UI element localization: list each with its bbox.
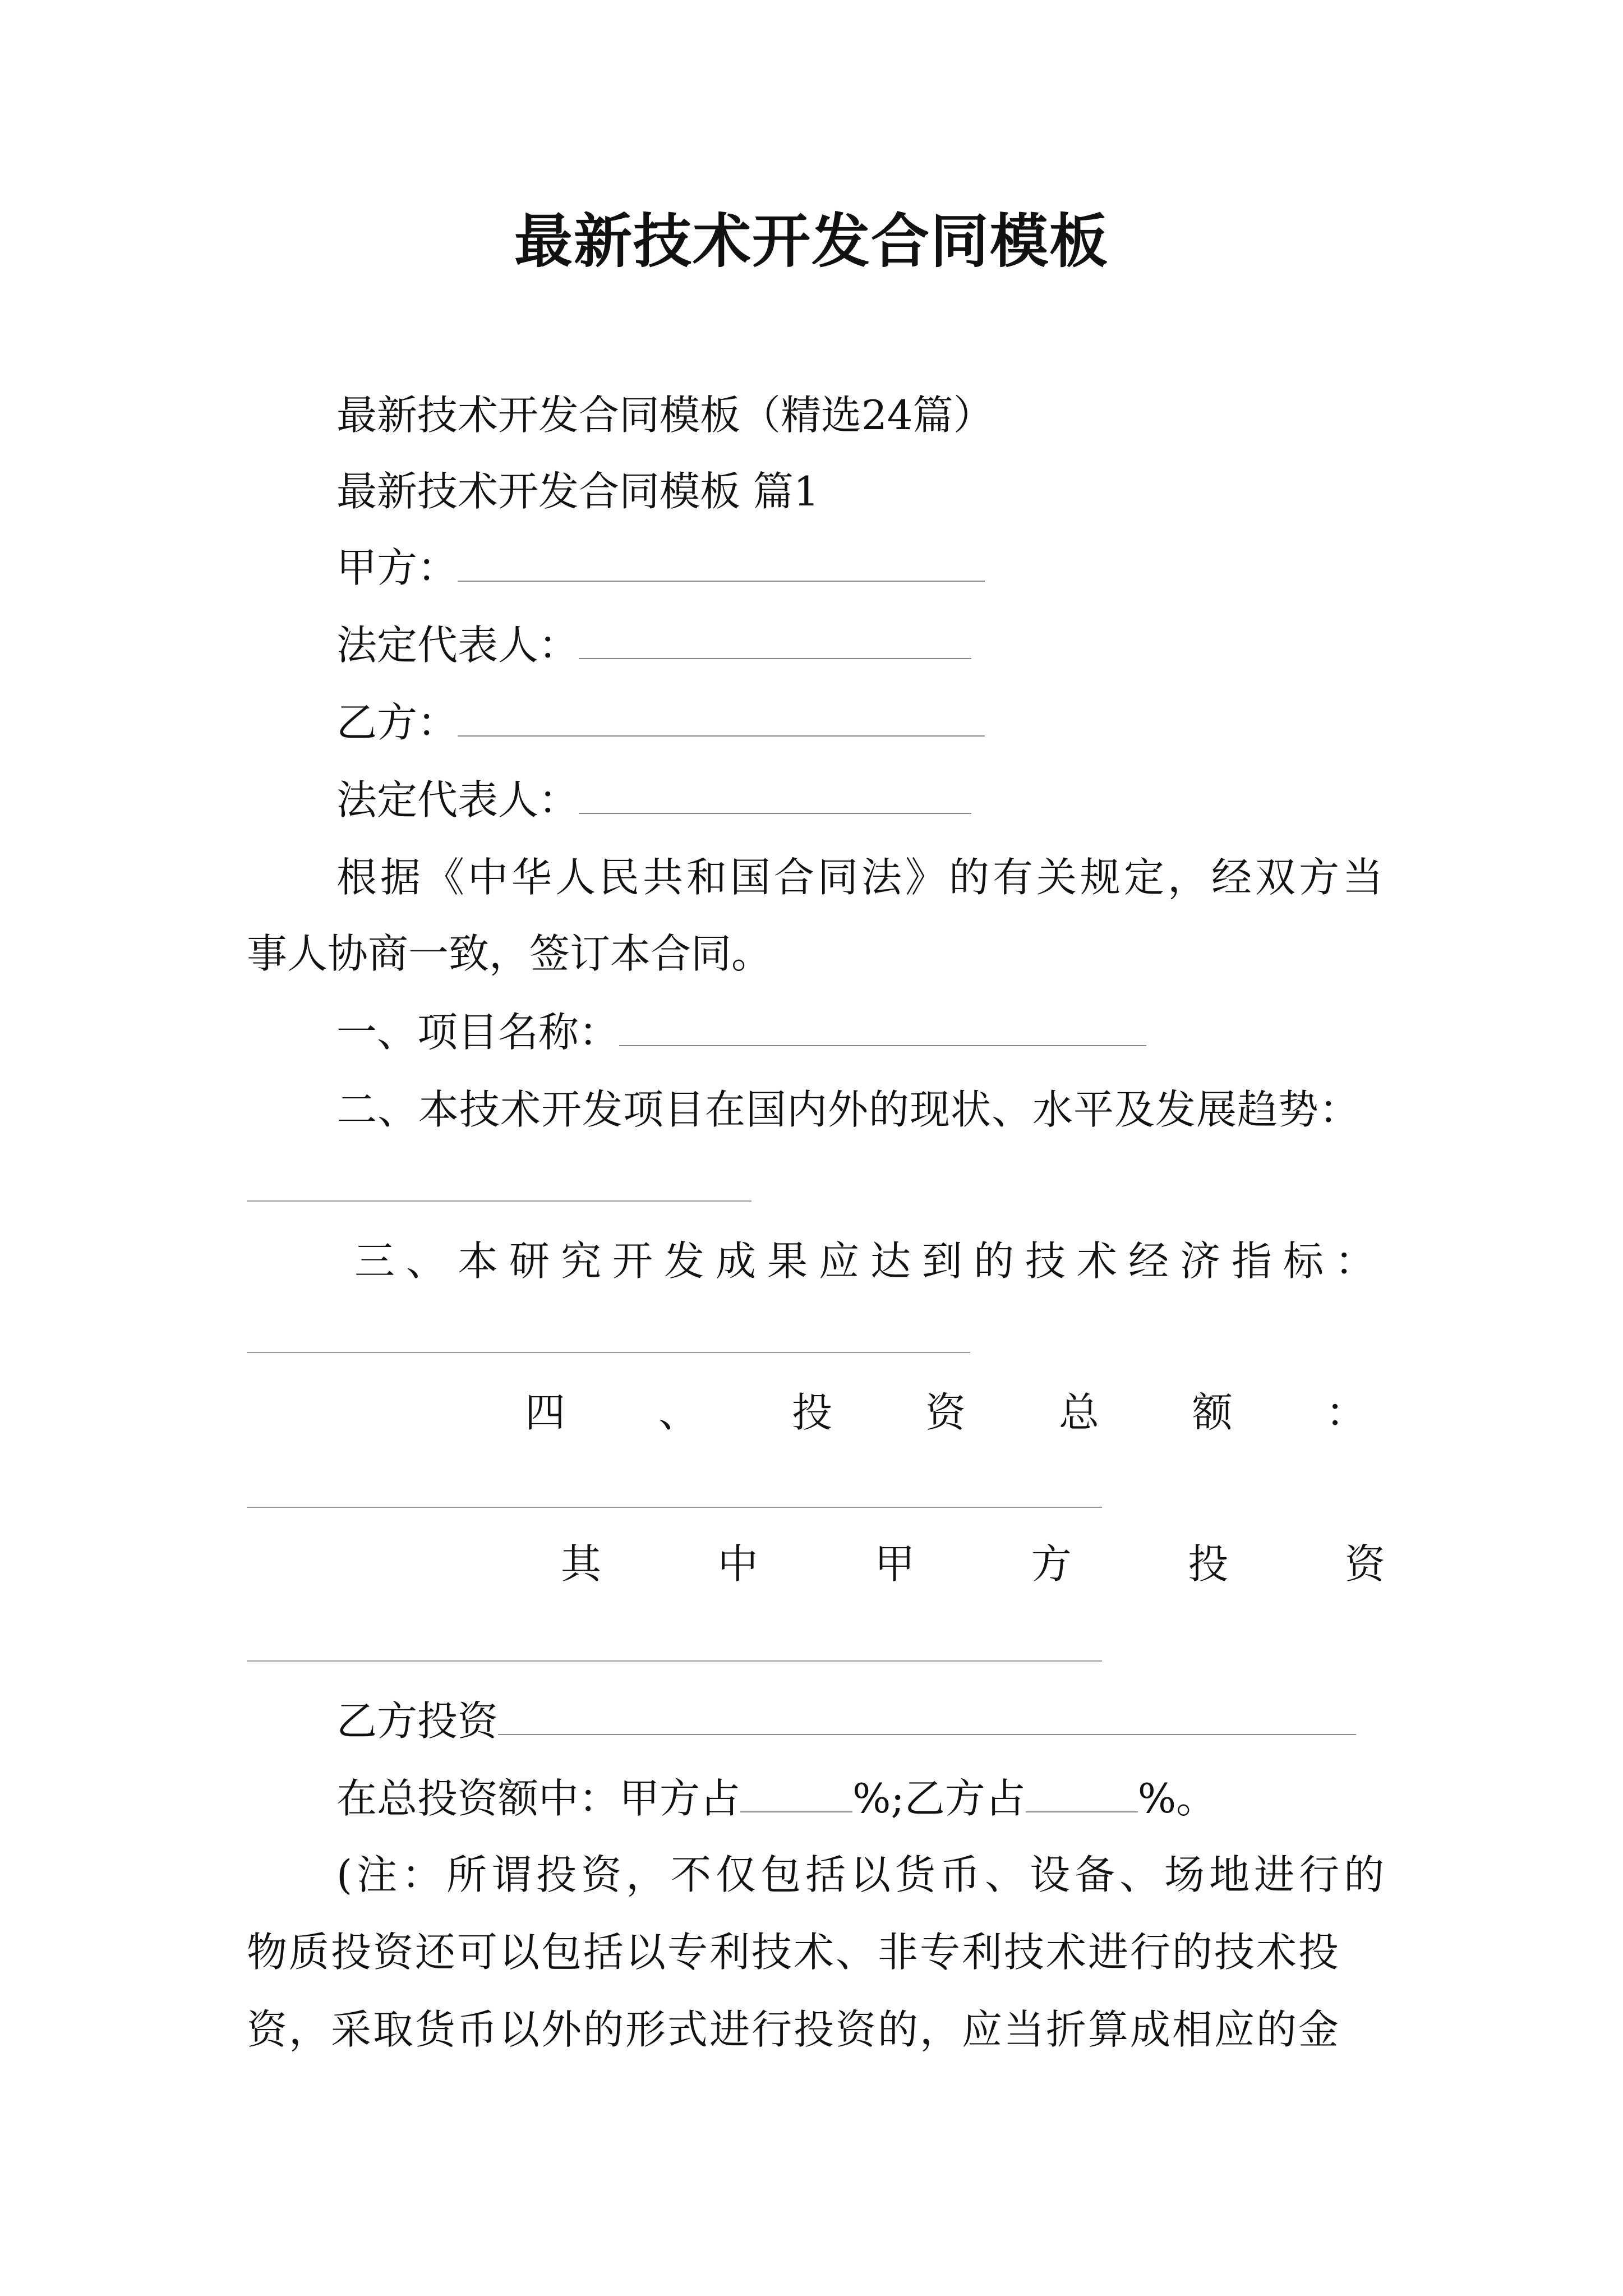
note-line-1: (注：所谓投资，不仅包括以货币、设备、场地进行的: [336, 1851, 1389, 1898]
item4-label: 四 、 投 资 总 额 ：: [525, 1389, 1366, 1436]
party-b-rep-blank[interactable]: [579, 774, 971, 814]
item5-blank[interactable]: [247, 1660, 1102, 1662]
party-a-rep-label: 法定代表人：: [336, 622, 579, 669]
subtitle: 最新技术开发合同模板（精选24篇）: [336, 392, 994, 439]
item3-blank[interactable]: [247, 1352, 970, 1353]
party-b-blank[interactable]: [458, 696, 985, 737]
party-a-ratio-blank[interactable]: [740, 1772, 852, 1812]
party-b-row: [336, 694, 985, 751]
ratio-prefix: 在总投资额中：甲方占: [336, 1775, 741, 1822]
party-a-label: 甲方：: [336, 544, 458, 591]
party-b-rep-label: 法定代表人：: [336, 776, 579, 823]
item5-label: 其 中 甲 方 投 资: [561, 1540, 1385, 1588]
item3-label: 三、本研究开发成果应达到的技术经济指标：: [354, 1237, 1387, 1285]
party-a-rep-row: [336, 617, 971, 673]
item1-row: [336, 1004, 1146, 1060]
party-a-row: [336, 540, 985, 596]
item1-blank[interactable]: [619, 1006, 1146, 1046]
party-b-label: 乙方：: [336, 699, 458, 746]
party-b-rep-row: [336, 772, 971, 828]
section-heading: 最新技术开发合同模板 篇1: [336, 468, 819, 515]
party-b-invest-row: [336, 1693, 1356, 1749]
party-b-invest-label: 乙方投资: [336, 1697, 499, 1745]
intro-line-2: 事人协商一致，签订本合同。: [247, 930, 772, 977]
item2-blank[interactable]: [247, 1200, 751, 1202]
note-line-2: 物质投资还可以包括以专利技术、非专利技术进行的技术投: [247, 1929, 1341, 1976]
item1-label: 一、项目名称：: [336, 1009, 620, 1056]
document-title: 最新技术开发合同模板: [514, 206, 1109, 275]
item4-blank[interactable]: [247, 1507, 1102, 1508]
intro-line-1: 根据《中华人民共和国合同法》的有关规定，经双方当: [336, 854, 1387, 901]
item2-label: 二、本技术开发项目在国内外的现状、水平及发展趋势：: [336, 1086, 1361, 1133]
ratio-mid: %;乙方占: [852, 1775, 1026, 1822]
party-b-ratio-blank[interactable]: [1026, 1772, 1138, 1812]
party-a-rep-blank[interactable]: [579, 619, 971, 659]
party-b-invest-blank[interactable]: [498, 1695, 1356, 1735]
party-a-blank[interactable]: [458, 541, 985, 582]
ratio-suffix: %。: [1137, 1775, 1217, 1822]
note-line-3: 资，采取货币以外的形式进行投资的，应当折算成相应的金: [247, 2006, 1341, 2053]
ratio-row: [336, 1770, 1216, 1826]
